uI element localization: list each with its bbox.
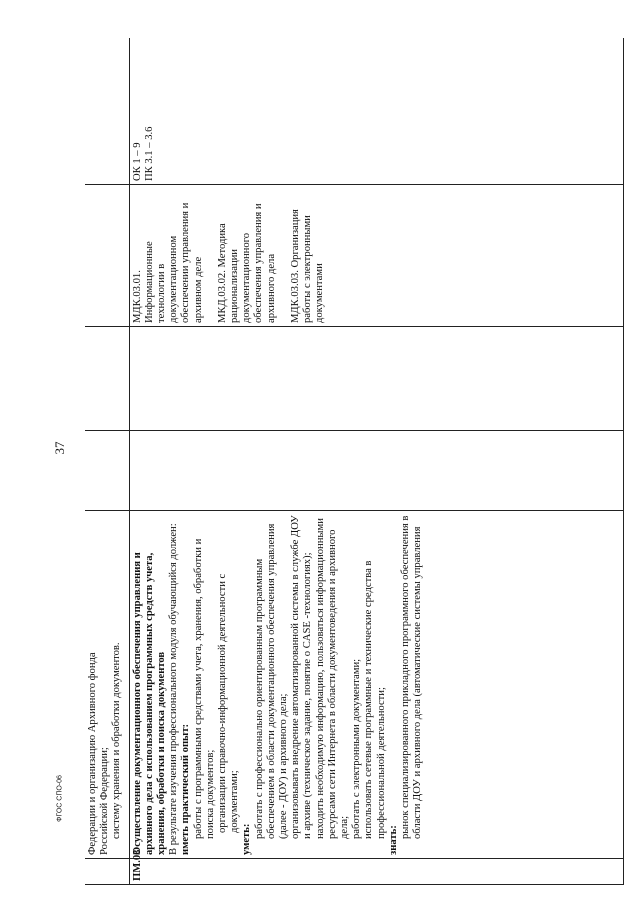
cell-continuation-text <box>85 511 129 859</box>
cell-empty <box>85 327 129 431</box>
competency-item: ПК 3.1 – 3.6 <box>143 126 155 181</box>
experience-heading: иметь практический опыт: <box>180 723 192 855</box>
skills-item: работать с профессионально ориентированным программным обеспечением в области документационного обеспечения управления (далее - ДОУ) и архивного дела; <box>253 523 289 839</box>
footer-code: ФГОС СПО-06 <box>56 775 64 822</box>
cell-module-description <box>129 511 624 859</box>
cell-mdk-list <box>129 185 624 327</box>
skills-item: работать с электронными документами; <box>351 658 363 839</box>
cell-empty <box>85 38 129 185</box>
table-row-continuation <box>85 38 129 885</box>
cell-empty <box>129 327 624 431</box>
knowledge-heading: знать: <box>387 825 399 855</box>
cell-module-code <box>129 849 624 885</box>
mdk-item: МДК.03.03. Организация работы с электронными документами <box>289 209 326 323</box>
skills-item: находить необходимую информацию, пользоваться информационными ресурсами сети Интернета в области документоведения и архивного дела; <box>314 518 350 839</box>
page-number: 37 <box>52 441 67 455</box>
cell-empty <box>85 185 129 327</box>
continuation-line: систему хранения и обработки документов. <box>111 642 123 839</box>
cell-empty <box>85 431 129 511</box>
skills-item: использовать сетевые программные и технические средства в профессиональной деятельности; <box>363 560 387 839</box>
mdk-item: МДК.03.01. Информационные технологии в документационном обеспечении управления и архивном деле <box>131 202 204 323</box>
continuation-line: Российской Федерации; <box>99 747 111 855</box>
experience-item: работы с программными средствами учета, хранения, обработки и поиска документов; <box>192 538 216 839</box>
knowledge-item: рынок специализированного прикладного программного обеспечения в области ДОУ и архивного дела (автоматические системы управления <box>399 515 424 839</box>
continuation-line: Федерации и организацию Архивного фонда <box>87 652 98 855</box>
skills-heading: уметь: <box>241 823 253 855</box>
competency-item: ОК 1 – 9 <box>131 142 143 181</box>
mdk-item: МКД.03.02. Методика рационализации документационного обеспечения управления и архивного дела <box>216 203 277 323</box>
cell-code-empty <box>85 859 129 885</box>
rotated-sheet <box>85 38 624 885</box>
curriculum-table <box>85 38 624 885</box>
module-intro: В результате изучения профессионального модуля обучающийся должен: <box>168 523 180 855</box>
rotated-table-wrapper <box>85 38 624 885</box>
cell-empty <box>129 431 624 511</box>
cell-competencies <box>129 38 624 185</box>
table-row-pm03 <box>129 38 624 885</box>
skills-item: организовывать внедрение автоматизированной системы в службе ДОУ и архиве (техническое задание, понятие о CASE -технологиях); <box>290 515 314 839</box>
module-code: ПМ.03 <box>131 849 143 881</box>
experience-item: организации справочно-информационной деятельности с документами; <box>216 573 241 833</box>
module-title: Осуществление документационного обеспечения управления и архивного дела с использованием программных средств учета, хранения, обработки и поиска документов <box>131 552 167 855</box>
